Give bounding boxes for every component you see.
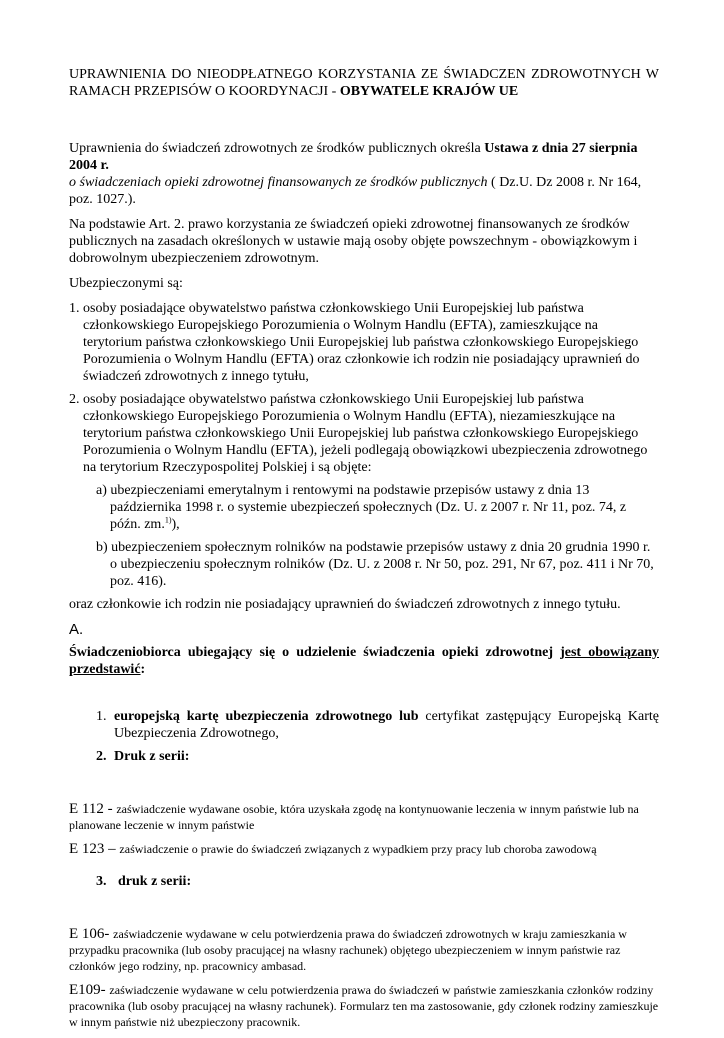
act-citation: ( Dz.U. Dz 2008 r. Nr 164, poz. 1027.). [69,175,642,207]
family-note: oraz członkowie ich rodzin nie posiadający uprawnień do świadczeń zdrowotnych z innego tytułu. [69,597,621,612]
requirement-bold: europejską kartę ubezpieczenia zdrowotnego lub [114,709,419,724]
list-number: 1. [69,301,80,316]
document-heading [69,66,659,100]
form-description: zaświadczenie wydawane osobie, która uzyskała zgodę na kontynuowanie leczenia w innym państwie lub na planowane leczenie w innym państwie [69,802,639,832]
act-title: Ustawa z dnia 27 sierpnia 2004 r. [69,141,638,173]
insured-item-1 [69,300,659,385]
list-number: 2. [69,392,80,407]
document-page [69,66,659,1038]
list-item-text: osoby posiadające obywatelstwo państwa członkowskiego Unii Europejskiej lub państwa członkowskiego Europejskiego Porozumienia o Wolnym Handlu (EFTA), niezamieszkujące na terytorium państwa członkowskiego Unii Europejskiej lub państwa członkowskiego Europejskiego Porozumienia o Wolnym Handlu (EFTA), jeżeli podlegają obowiązkowi ubezpieczenia zdrowotnego na terytorium Rzeczypospolitej Polskiej i są objęte: [83,392,648,475]
form-description: zaświadczenie wydawane w celu potwierdzenia prawa do świadczeń zdrowotnych w kraju zamieszkania w przypadku pracownika (lub osoby pracującej na własny rachunek) objętego ubezpieczeniem w innym państwie raz członków jego rodziny, np. pracownicy ambasad. [69,927,627,973]
list-number: 2. [96,749,107,764]
list-item-text: osoby posiadające obywatelstwo państwa członkowskiego Unii Europejskiej lub państwa członkowskiego Europejskiego Porozumienia o Wolnym Handlu (EFTA), zamieszkujące na terytorium państwa członkowskiego Unii Europejskiej lub państwa członkowskiego Europejskiego Porozumienia o Wolnym Handlu (EFTA) oraz członkowie ich rodzin nie posiadający uprawnień do świadczeń zdrowotnych z innego tytułu, [83,301,640,384]
form-description: zaświadczenie wydawane w celu potwierdzenia prawa do świadczeń w państwie zamieszkania członków rodziny pracownika (lub osoby pracującej na własny rachunek). Formularz ten ma zastosowanie, gdy członek rodziny zamieszkuje w innym państwie niż ubezpieczony pracownik. [69,983,659,1029]
requirement-text [114,708,659,742]
heading-bold-text: OBYWATELE KRAJÓW UE [339,84,519,99]
footnote-marker: 1) [164,515,172,525]
requirement-text: druk z serii: [118,874,192,889]
list-number: 3. [96,874,107,889]
act-subtitle: o świadczeniach opieki zdrowotnej finansowanych ze środków publicznych [69,175,488,190]
sub-item-text: a) ubezpieczeniami emerytalnym i rentowymi na podstawie przepisów ustawy z dnia 13 października 1998 r. o systemie ubezpieczeń społecznych (Dz. U. z 2007 r. Nr 11, poz. 74, z późn. zm. [96,483,627,532]
obligation-underlined: jest obowiązany [560,645,659,660]
obligation-colon: : [140,662,146,677]
heading-text: UPRAWNIENIA DO NIEODPŁATNEGO KORZYSTANIA ZE ŚWIADCZEN ZDROWOTNYCH W RAMACH PRZEPISÓW O KOORDYNACJI - [69,67,659,99]
requirement-item-3 [96,873,659,890]
sub-item-b: b) ubezpieczeniem społecznym rolników na podstawie przepisów ustawy z dnia 20 grudnia 1990 r. o ubezpieczeniu społecznym rolników (Dz. U. z 2008 r. Nr 50, poz. 291, Nr 67, poz. 411 i Nr 70, poz. 416). [96,540,654,589]
form-e109 [69,982,659,1030]
intro-paragraph-1 [69,140,659,208]
obligation-line-2 [69,661,659,678]
intro-text: Uprawnienia do świadczeń zdrowotnych ze środków publicznych określa [69,141,485,156]
form-code: E109- [69,982,110,998]
intro-paragraph-2: Na podstawie Art. 2. prawo korzystania ze świadczeń opieki zdrowotnej finansowanych ze środków publicznych na zasadach określonych w ustawie mają osoby objęte powszechnym - obowiązkowym i dobrowolnym ubezpieczeniem zdrowotnym. [69,217,638,266]
requirement-text: Druk z serii: [114,749,190,764]
requirement-rest: certyfikat zastępujący Europejską Kartę Ubezpieczenia Zdrowotnego, [114,709,659,741]
form-code: E 106- [69,926,114,942]
list-number: 1. [96,709,107,724]
insured-heading: Ubezpieczonymi są: [69,276,183,291]
section-letter: A. [69,621,84,638]
form-e123 [69,841,659,857]
form-description: zaświadczenie o prawie do świadczeń związanych z wypadkiem przy pracy lub choroba zawodową [119,842,597,856]
form-e106 [69,926,659,974]
insured-item-2 [69,391,659,476]
requirement-item-2 [96,748,659,765]
sub-item-end: ), [171,517,180,532]
form-code: E 123 – [69,841,120,857]
obligation-line-1 [69,644,659,661]
requirement-item-1 [96,708,659,742]
obligation-underlined: przedstawić [69,662,141,677]
obligation-text: Świadczeniobiorca ubiegający się o udzielenie świadczenia opieki zdrowotnej [69,645,561,660]
form-code: E 112 - [69,801,117,817]
form-e112 [69,801,659,833]
sub-item-a [76,482,659,533]
